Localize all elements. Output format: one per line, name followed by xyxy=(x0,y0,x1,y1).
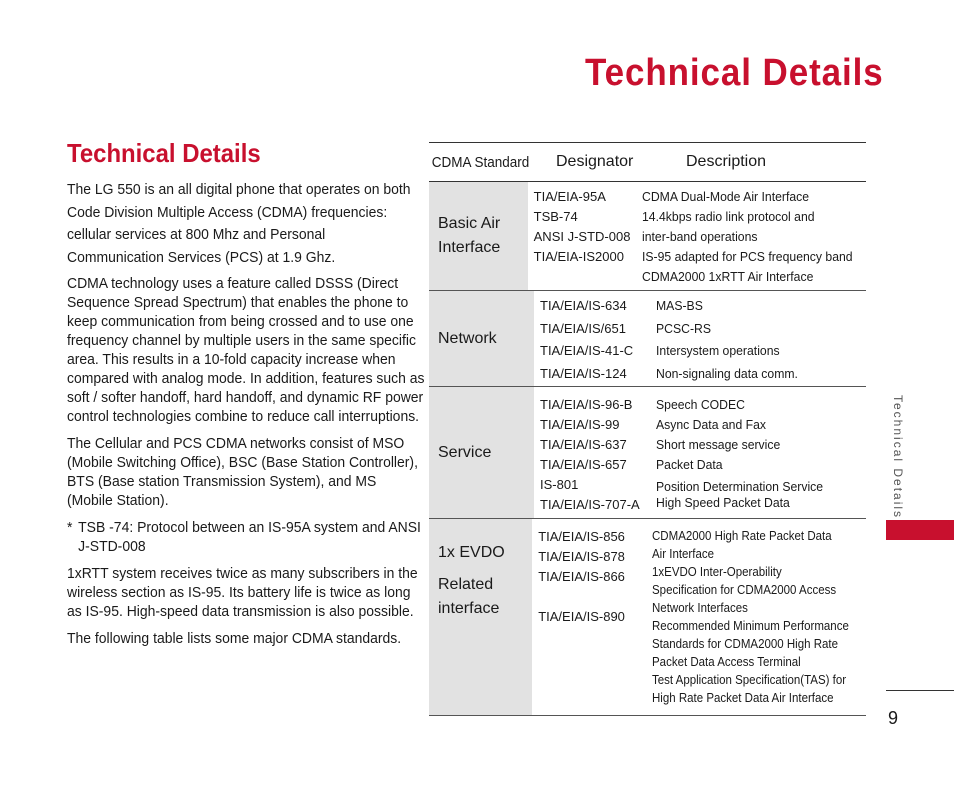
standard-line: interface xyxy=(438,600,500,617)
designator: TIA/EIA/IS-657 xyxy=(540,457,627,472)
description: High Rate Packet Data Air Interface xyxy=(652,691,834,705)
table-row xyxy=(429,387,866,519)
designator: TIA/EIA-95A xyxy=(533,189,606,204)
description: Speech CODEC xyxy=(656,397,745,412)
row-descriptions xyxy=(656,387,853,518)
description: CDMA2000 1xRTT Air Interface xyxy=(641,269,814,284)
networks-paragraph: The Cellular and PCS CDMA networks consist of MSO (Mobile Switching Office), BSC (Base Station Controller), BTS (Base station Transmission System), and MS (Mobile Station). xyxy=(67,435,418,509)
description: Async Data and Fax xyxy=(656,417,767,432)
standard-line: Service xyxy=(438,443,492,461)
row-designators xyxy=(534,387,656,518)
description: Air Interface xyxy=(652,547,715,561)
designator: ANSI J-STD-008 xyxy=(533,229,631,244)
footnote-mark: * xyxy=(67,519,73,536)
description: Non-signaling data comm. xyxy=(656,365,798,381)
table-intro-paragraph: The following table lists some major CDMA standards. xyxy=(67,630,402,647)
header-description: Description xyxy=(686,153,767,170)
row-descriptions xyxy=(642,182,853,290)
description: Position Determination Service xyxy=(656,479,824,494)
row-standard xyxy=(429,519,532,715)
designator: TIA/EIA/IS-707-A xyxy=(540,497,640,512)
designator: TSB-74 xyxy=(533,209,578,224)
designator: TIA/EIA/IS-878 xyxy=(538,549,625,564)
designator: TIA/EIA/IS-99 xyxy=(540,417,620,432)
description: Packet Data Access Terminal xyxy=(652,655,801,669)
standard-line: Related xyxy=(438,576,494,593)
description: Standards for CDMA2000 High Rate xyxy=(652,637,839,651)
body-text-column xyxy=(67,138,425,656)
description: 14.4kbps radio link protocol and xyxy=(641,209,815,224)
designator: TIA/EIA-IS2000 xyxy=(533,249,624,264)
footnote xyxy=(67,518,425,556)
designator: TIA/EIA/IS-866 xyxy=(538,569,625,584)
header-designator: Designator xyxy=(556,153,634,170)
standard-line: Interface xyxy=(438,239,501,256)
row-standard xyxy=(429,291,534,386)
table-header xyxy=(429,142,866,182)
description: PCSC-RS xyxy=(656,320,712,336)
page-number: 9 xyxy=(888,708,899,728)
side-tab-label: Technical Details xyxy=(891,395,905,520)
description: Test Application Specification(TAS) for xyxy=(652,673,847,687)
description: IS-95 adapted for PCS frequency band xyxy=(641,249,853,264)
designator: TIA/EIA/IS-634 xyxy=(540,298,627,313)
section-heading: Technical Details xyxy=(67,138,261,168)
designator: TIA/EIA/IS-890 xyxy=(538,609,625,624)
table-row xyxy=(429,519,866,716)
description: Short message service xyxy=(656,437,781,452)
description: inter-band operations xyxy=(641,229,758,244)
designator: TIA/EIA/IS-96-B xyxy=(540,397,633,412)
row-designators xyxy=(532,519,652,715)
footer-rule xyxy=(886,690,954,691)
description: Specification for CDMA2000 Access xyxy=(652,583,837,597)
designator: TIA/EIA/IS/651 xyxy=(540,320,626,336)
row-descriptions xyxy=(652,519,849,715)
designator: IS-801 xyxy=(540,477,579,492)
row-standard xyxy=(429,182,528,290)
description: Network Interfaces xyxy=(652,601,748,615)
description: Recommended Minimum Performance xyxy=(652,619,849,633)
table-row xyxy=(429,291,866,387)
cdma-standards-table xyxy=(429,142,866,716)
designator: TIA/EIA/IS-41-C xyxy=(540,343,634,358)
description: Packet Data xyxy=(656,457,723,472)
designator: TIA/EIA/IS-856 xyxy=(538,529,625,544)
description: Intersystem operations xyxy=(656,343,780,358)
side-tab-marker xyxy=(886,520,954,540)
row-designators xyxy=(534,291,656,386)
description: High Speed Packet Data xyxy=(656,495,790,510)
standard-line: Network xyxy=(438,329,497,347)
description: 1xEVDO Inter-Operability xyxy=(652,565,782,579)
page-title: Technical Details xyxy=(585,52,884,94)
standard-line: Basic Air xyxy=(438,215,501,232)
row-designators xyxy=(528,182,642,290)
description: CDMA2000 High Rate Packet Data xyxy=(652,529,832,543)
table-row xyxy=(429,182,866,291)
header-cdma-standard: CDMA Standard xyxy=(431,153,530,171)
standard-line: 1x EVDO xyxy=(438,544,505,561)
designator: TIA/EIA/IS-637 xyxy=(540,437,627,452)
intro-paragraph: The LG 550 is an all digital phone that operates on both Code Division Multiple Access (CDMA) frequencies: cellular services at 800 Mhz and Personal Communication Services (PCS) at 1.9 Ghz. xyxy=(67,181,411,266)
row-descriptions xyxy=(656,291,853,386)
rtt-paragraph: 1xRTT system receives twice as many subscribers in the wireless section as IS-95. Its battery life is twice as long as IS-95. High-speed data transmission is also possible. xyxy=(67,565,418,620)
description: CDMA Dual-Mode Air Interface xyxy=(641,189,810,204)
description: MAS-BS xyxy=(656,298,703,313)
designator: TIA/EIA/IS-124 xyxy=(540,365,627,381)
footnote-text: TSB -74: Protocol between an IS-95A system and ANSI J-STD-008 xyxy=(78,519,421,555)
row-standard xyxy=(429,387,534,518)
dsss-paragraph: CDMA technology uses a feature called DSSS (Direct Sequence Spread Spectrum) that enables the phone to keep communication from being crossed and to use one frequency channel by multiple users in the same specific area. This results in a 10-fold capacity increase when compared with analog mode. In addition, features such as soft / softer handoff, hard handoff, and dynamic RF power control technologies combine to reduce call interruptions. xyxy=(67,275,425,425)
